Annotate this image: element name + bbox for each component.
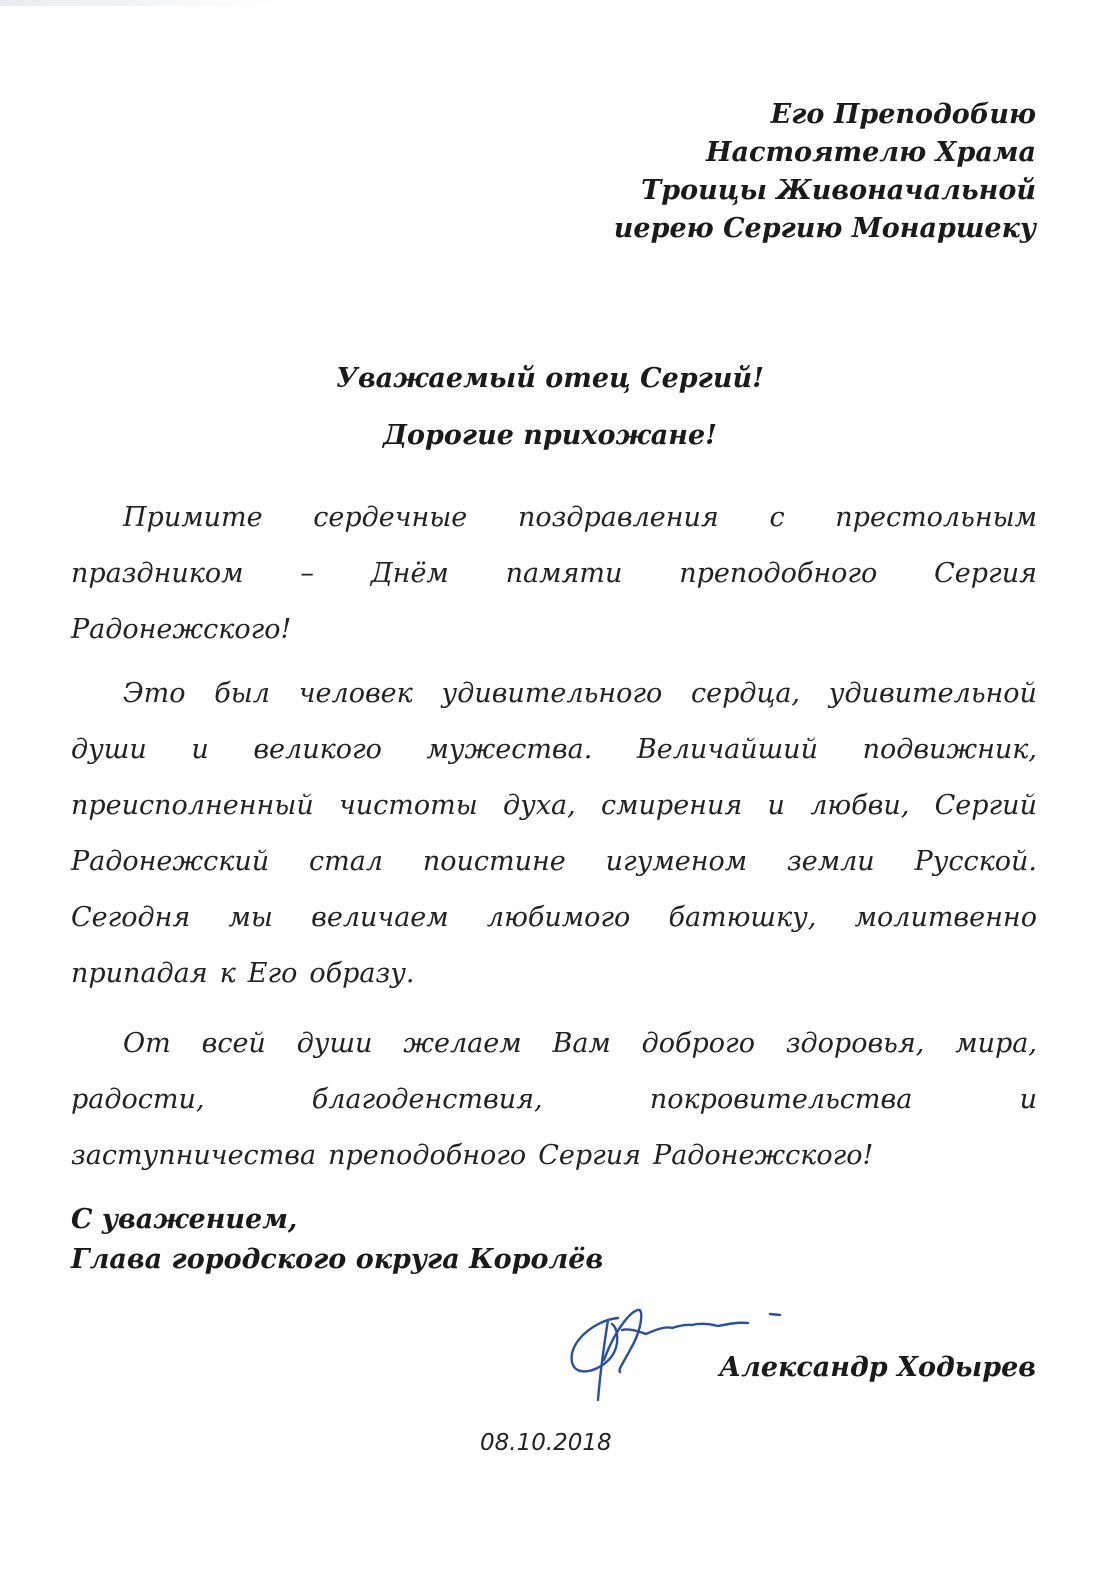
body-paragraph [71,666,1037,1002]
closing-line: Глава городского округа Королёв [71,1244,604,1275]
paragraph-line: Примите сердечные поздравления с престольным [123,502,1037,533]
addressee-line: Его Преподобию [770,99,1036,130]
closing-line: С уважением, [71,1204,298,1235]
paragraph-line: души и великого мужества. Величайший подвижник, [71,734,1037,765]
paragraph-line: Радонежского! [71,614,292,645]
letter-date: 08.10.2018 [480,1430,612,1456]
paragraph-line: От всей души желаем Вам доброго здоровья, мира, [123,1028,1037,1059]
paragraph-line: Это был человек удивительного сердца, удивительной [123,678,1037,709]
paragraph-line: Радонежский стал поистине игуменом земли Русской. [71,846,1037,877]
paragraph-line: припадая к Его образу. [71,958,415,989]
paragraph-line: радости, благоденствия, покровительства и [71,1084,1037,1115]
body-paragraph [71,1016,1037,1184]
scan-edge [0,0,280,6]
paragraph-line: заступничества преподобного Сергия Радонежского! [71,1140,874,1171]
body-paragraph [71,490,1037,658]
paragraph-line: Сегодня мы величаем любимого батюшку, молитвенно [71,902,1037,933]
greeting-line: Уважаемый отец Сергий! [336,363,764,394]
paragraph-line: праздником – Днём памяти преподобного Сергия [71,558,1037,589]
signer-name: Александр Ходырев [719,1352,1036,1383]
closing-block [71,1200,603,1280]
paragraph-line: преисполненный чистоты духа, смирения и любви, Сергий [71,790,1037,821]
addressee-block [614,96,1036,248]
addressee-line: иерею Сергию Монаршеку [613,213,1036,244]
greeting-line: Дорогие прихожане! [382,420,717,451]
addressee-line: Троицы Живоначальной [641,175,1036,206]
addressee-line: Настоятелю Храма [706,137,1036,168]
